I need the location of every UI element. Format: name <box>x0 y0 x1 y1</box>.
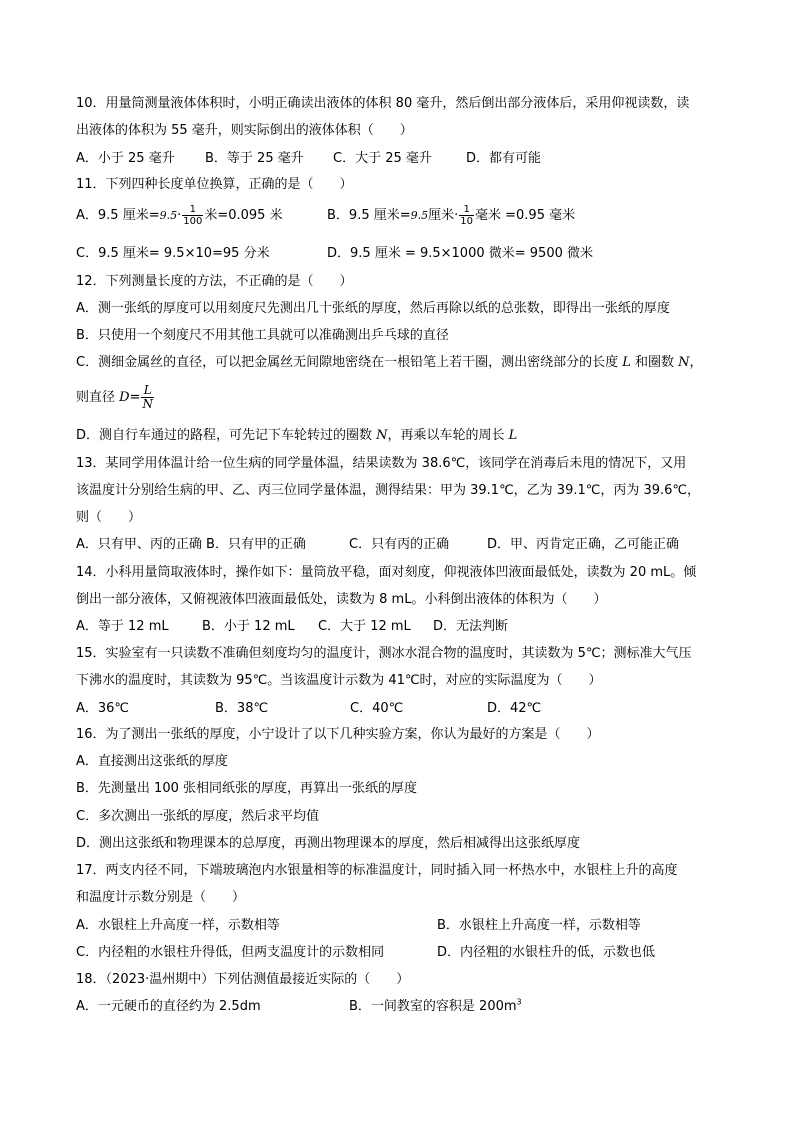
q12-var-N2: N <box>376 428 388 443</box>
q17-option-b: B．水银柱上升高度一样，示数相等 <box>437 918 641 933</box>
q11-option-a-dot: · <box>177 208 182 223</box>
q15-stem-line1: 15．实验室有一只读数不准确但刻度均匀的温度计，测冰水混合物的温度时，其读数为 5℃；测标准大气压 <box>76 646 692 661</box>
fraction-denominator: 100 <box>183 216 203 227</box>
q18-option-b-text: B．一间教室的容积是 200m <box>349 999 517 1014</box>
q10-option-c: C．大于 25 毫升 <box>333 151 432 166</box>
fraction-numerator: 1 <box>463 204 470 215</box>
q12-option-c-post: ， <box>689 355 703 370</box>
q13-option-ab: A．只有甲、丙的正确 B．只有甲的正确 <box>76 537 306 552</box>
q18-option-a: A．一元硬币的直径约为 2.5dm <box>76 999 261 1014</box>
q17-option-a: A．水银柱上升高度一样，示数相等 <box>76 918 280 933</box>
q10-stem-line1: 10．用量筒测量液体体积时，小明正确读出液体的体积 80 毫升，然后倒出部分液体后，采用仰视读数，读 <box>76 96 690 111</box>
q17-stem-line2: 和温度计示数分别是（ ） <box>76 890 246 905</box>
q13-stem-line1: 13．某同学用体温计给一位生病的同学量体温，结果读数为 38.6℃，该同学在消毒后未甩的情况下，又用 <box>76 456 687 471</box>
q15-option-c: C．40℃ <box>350 701 404 716</box>
q11-option-b <box>327 204 575 228</box>
q12-var-D: D <box>119 390 130 405</box>
fraction-numerator: L <box>143 383 152 397</box>
fraction-numerator: 1 <box>189 204 196 215</box>
q12-option-a: A．测一张纸的厚度可以用刻度尺先测出几十张纸的厚度，然后再除以纸的总张数，即得出一张纸的厚度 <box>76 301 670 316</box>
q16-stem: 16．为了测出一张纸的厚度，小宁设计了以下几种实验方案，你认为最好的方案是（ ） <box>76 727 600 742</box>
q15-option-b: B．38℃ <box>215 701 269 716</box>
q11-option-a-pre: A．9.5 厘米= <box>76 208 160 223</box>
q11-option-a <box>76 204 283 228</box>
q11-option-c: C．9.5 厘米= 9.5×10=95 分米 <box>76 246 270 261</box>
q17-option-c: C．内径粗的水银柱升得低，但两支温度计的示数相同 <box>76 945 385 960</box>
q10-option-d: D．都有可能 <box>466 151 542 166</box>
q12-option-c2-pre: 则直径 <box>76 390 120 405</box>
q13-option-c: C．只有丙的正确 <box>349 537 450 552</box>
q18-option-b <box>349 999 522 1015</box>
q12-option-b: B．只使用一个刻度尺不用其他工具就可以准确测出乒乓球的直径 <box>76 328 449 343</box>
q11-option-a-fraction <box>182 204 203 227</box>
q12-option-c2-eq: = <box>129 390 141 405</box>
q10-stem-line2: 出液体的体积为 55 毫升，则实际倒出的液体体积（ ） <box>76 123 413 138</box>
q15-stem-line2: 下沸水的温度时，其读数为 95℃。当该温度计示数为 41℃时，对应的实际温度为（ ） <box>76 673 602 688</box>
q12-option-d-mid: ，再乘以车轮的周长 <box>387 428 509 443</box>
fraction-denominator: N <box>142 397 153 411</box>
q11-stem: 11．下列四种长度单位换算，正确的是（ ） <box>76 177 353 192</box>
q12-var-N: N <box>678 355 690 370</box>
q12-option-d-pre: D．测自行车通过的路程，可先记下车轮转过的圈数 <box>76 428 377 443</box>
fraction-denominator: 10 <box>460 216 473 227</box>
q14-option-c: C．大于 12 mL <box>318 619 411 634</box>
q14-option-a: A．等于 12 mL <box>76 619 169 634</box>
q16-option-a: A．直接测出这张纸的厚度 <box>76 754 228 769</box>
q10-option-a: A．小于 25 毫升 <box>76 151 175 166</box>
q15-option-d: D．42℃ <box>487 701 542 716</box>
q11-option-a-post: 米=0.095 米 <box>204 208 283 223</box>
q12-stem: 12．下列测量长度的方法，不正确的是（ ） <box>76 274 353 289</box>
q17-stem-line1: 17．两支内径不同，下端玻璃泡内水银量相等的标准温度计，同时插入同一杯热水中，水银柱上升的高度 <box>76 863 678 878</box>
q14-option-b: B．小于 12 mL <box>202 619 295 634</box>
q15-option-a: A．36℃ <box>76 701 130 716</box>
q17-option-d: D．内径粗的水银柱升的低，示数也低 <box>437 945 656 960</box>
q11-option-a-value: 9.5 <box>159 209 178 222</box>
q12-option-c-line2 <box>76 384 155 412</box>
q11-option-b-post: 毫米 =0.95 毫米 <box>475 208 576 223</box>
q18-stem: 18．（2023·温州期中）下列估测值最接近实际的（ ） <box>76 972 410 987</box>
q16-option-c: C．多次测出一张纸的厚度，然后求平均值 <box>76 809 320 824</box>
q18-option-b-superscript: 3 <box>516 997 522 1007</box>
q10-option-b: B．等于 25 毫升 <box>205 151 304 166</box>
q12-var-L2: L <box>508 428 518 443</box>
q11-option-b-pre: B．9.5 厘米= <box>327 208 411 223</box>
q12-option-c-line1 <box>76 355 703 371</box>
q11-option-b-fraction <box>459 204 474 227</box>
q13-stem-line3: 则（ ） <box>76 510 142 525</box>
q12-option-d <box>76 428 517 444</box>
q12-option-c-mid: 和圈数 <box>630 355 679 370</box>
q16-option-b: B．先测量出 100 张相同纸张的厚度，再算出一张纸的厚度 <box>76 781 417 796</box>
q14-stem-line2: 倒出一部分液体，又俯视液体凹液面最低处，读数为 8 mL。小科倒出液体的体积为（ ） <box>76 592 607 607</box>
q12-diameter-fraction <box>141 384 154 411</box>
q14-option-d: D．无法判断 <box>433 619 509 634</box>
q11-option-d: D．9.5 厘米 = 9.5×1000 微米= 9500 微米 <box>327 246 593 261</box>
q11-option-b-value: 9.5 <box>410 209 429 222</box>
q13-option-d: D．甲、丙肯定正确，乙可能正确 <box>487 537 680 552</box>
q12-option-c-pre: C．测细金属丝的直径，可以把金属丝无间隙地密绕在一根铅笔上若干圈，测出密绕部分的长度 <box>76 355 623 370</box>
q14-stem-line1: 14．小科用量筒取液体时，操作如下：量筒放平稳，面对刻度，仰视液体凹液面最低处，读数为 20 mL。倾 <box>76 565 697 580</box>
q11-option-b-mid: 厘米· <box>428 208 459 223</box>
q13-stem-line2: 该温度计分别给生病的甲、乙、丙三位同学量体温，测得结果：甲为 39.1℃，乙为 39.1℃，丙为 39.6℃， <box>76 483 701 498</box>
q16-option-d: D．测出这张纸和物理课本的总厚度，再测出物理课本的厚度，然后相减得出这张纸厚度 <box>76 836 581 851</box>
q12-var-L: L <box>622 355 631 370</box>
